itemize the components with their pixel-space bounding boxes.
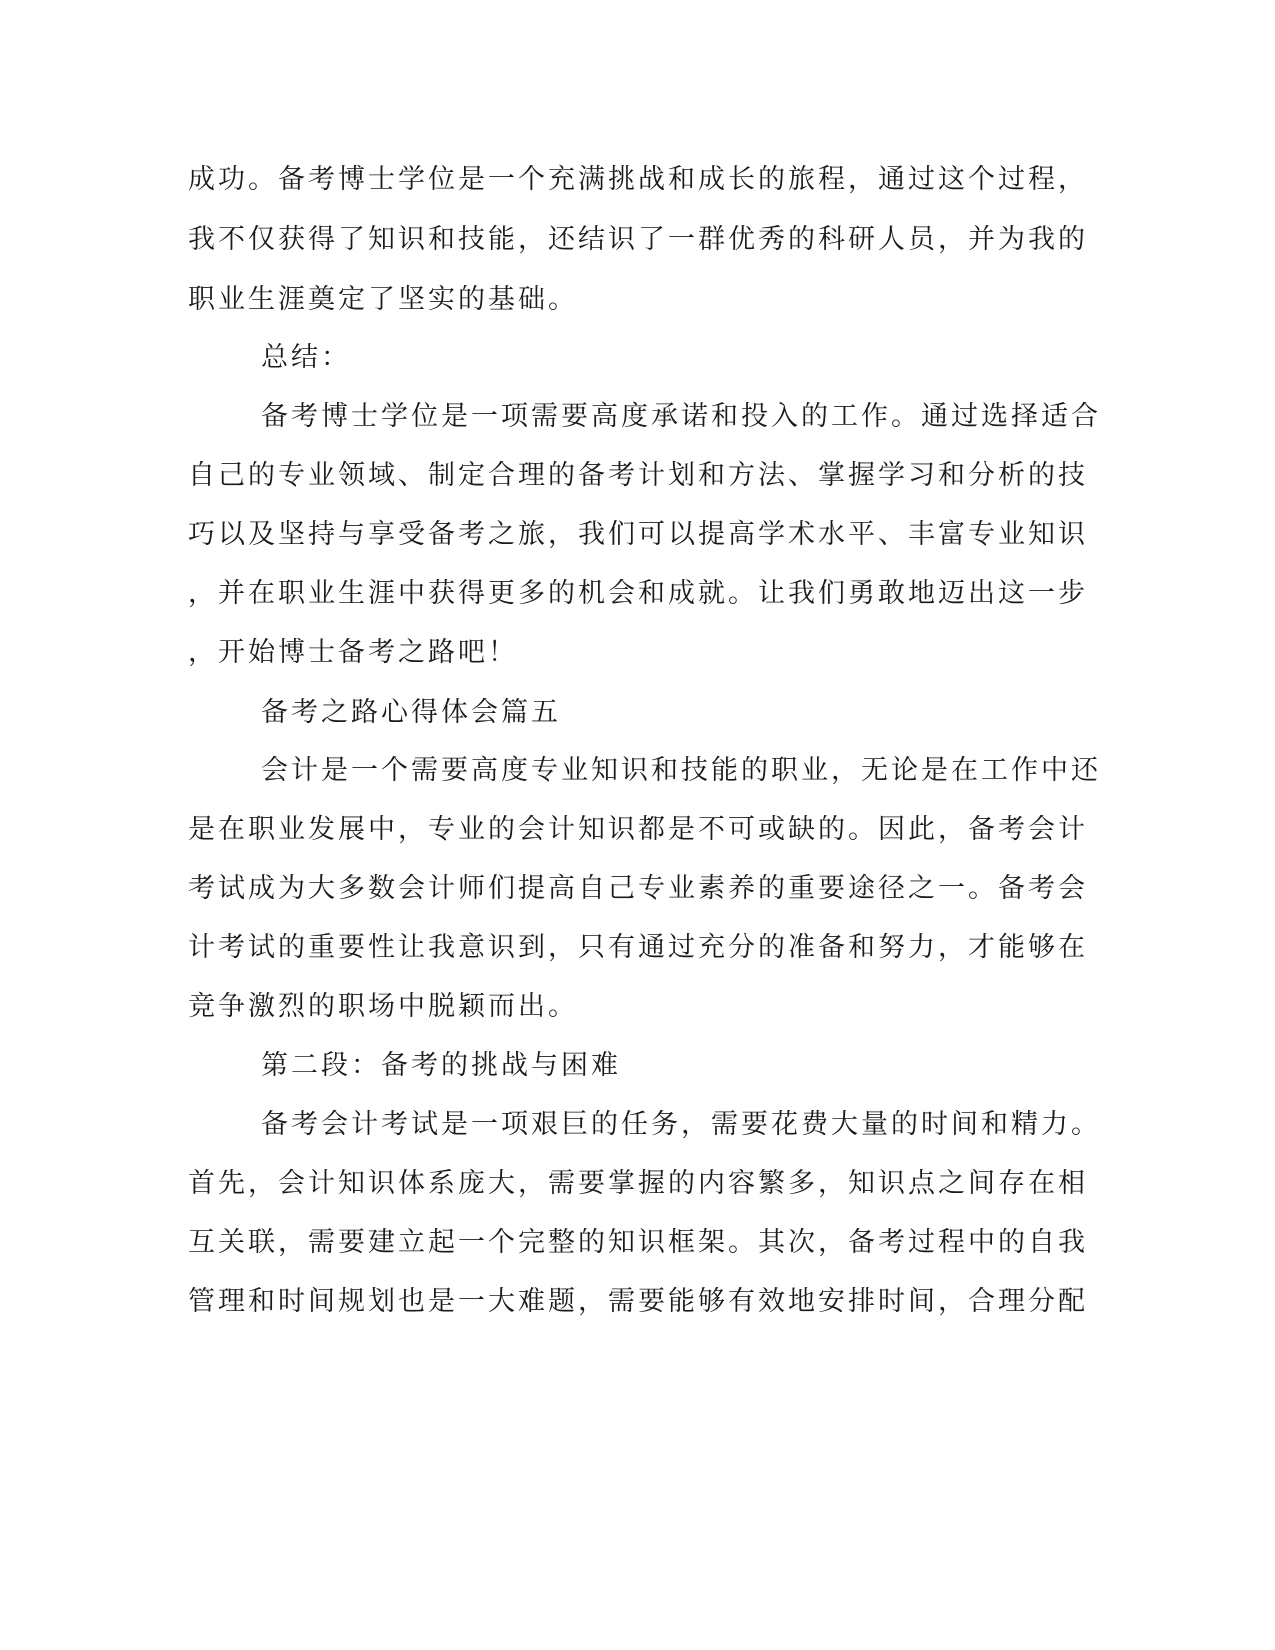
section-heading: 备考之路心得体会篇五 <box>261 697 561 728</box>
text-line: 会计是一个需要高度专业知识和技能的职业，无论是在工作中还 <box>261 755 1101 786</box>
text-line: 互关联，需要建立起一个完整的知识框架。其次，备考过程中的自我 <box>188 1227 1088 1258</box>
text-line: 备考博士学位是一项需要高度承诺和投入的工作。通过选择适合 <box>261 401 1101 432</box>
text-line: 计考试的重要性让我意识到，只有通过充分的准备和努力，才能够在 <box>188 932 1088 963</box>
text-line: 成功。备考博士学位是一个充满挑战和成长的旅程，通过这个过程， <box>188 164 1088 195</box>
text-line: 备考会计考试是一项艰巨的任务，需要花费大量的时间和精力。 <box>261 1109 1101 1140</box>
text-line: ，开始博士备考之路吧！ <box>188 637 518 668</box>
text-line: 考试成为大多数会计师们提高自己专业素养的重要途径之一。备考会 <box>188 873 1088 904</box>
text-line: 巧以及坚持与享受备考之旅，我们可以提高学术水平、丰富专业知识 <box>188 519 1088 550</box>
text-line: 管理和时间规划也是一大难题，需要能够有效地安排时间，合理分配 <box>188 1286 1088 1317</box>
text-line: ，并在职业生涯中获得更多的机会和成就。让我们勇敢地迈出这一步 <box>188 578 1088 609</box>
text-line: 自己的专业领域、制定合理的备考计划和方法、掌握学习和分析的技 <box>188 460 1088 491</box>
text-line: 是在职业发展中，专业的会计知识都是不可或缺的。因此，备考会计 <box>188 814 1088 845</box>
text-line: 首先，会计知识体系庞大，需要掌握的内容繁多，知识点之间存在相 <box>188 1168 1088 1199</box>
text-line: 职业生涯奠定了坚实的基础。 <box>188 284 578 315</box>
section-heading: 总结： <box>261 342 351 373</box>
text-line: 竞争激烈的职场中脱颖而出。 <box>188 991 578 1022</box>
text-line: 我不仅获得了知识和技能，还结识了一群优秀的科研人员，并为我的 <box>188 224 1088 255</box>
section-heading: 第二段：备考的挑战与困难 <box>261 1050 621 1081</box>
